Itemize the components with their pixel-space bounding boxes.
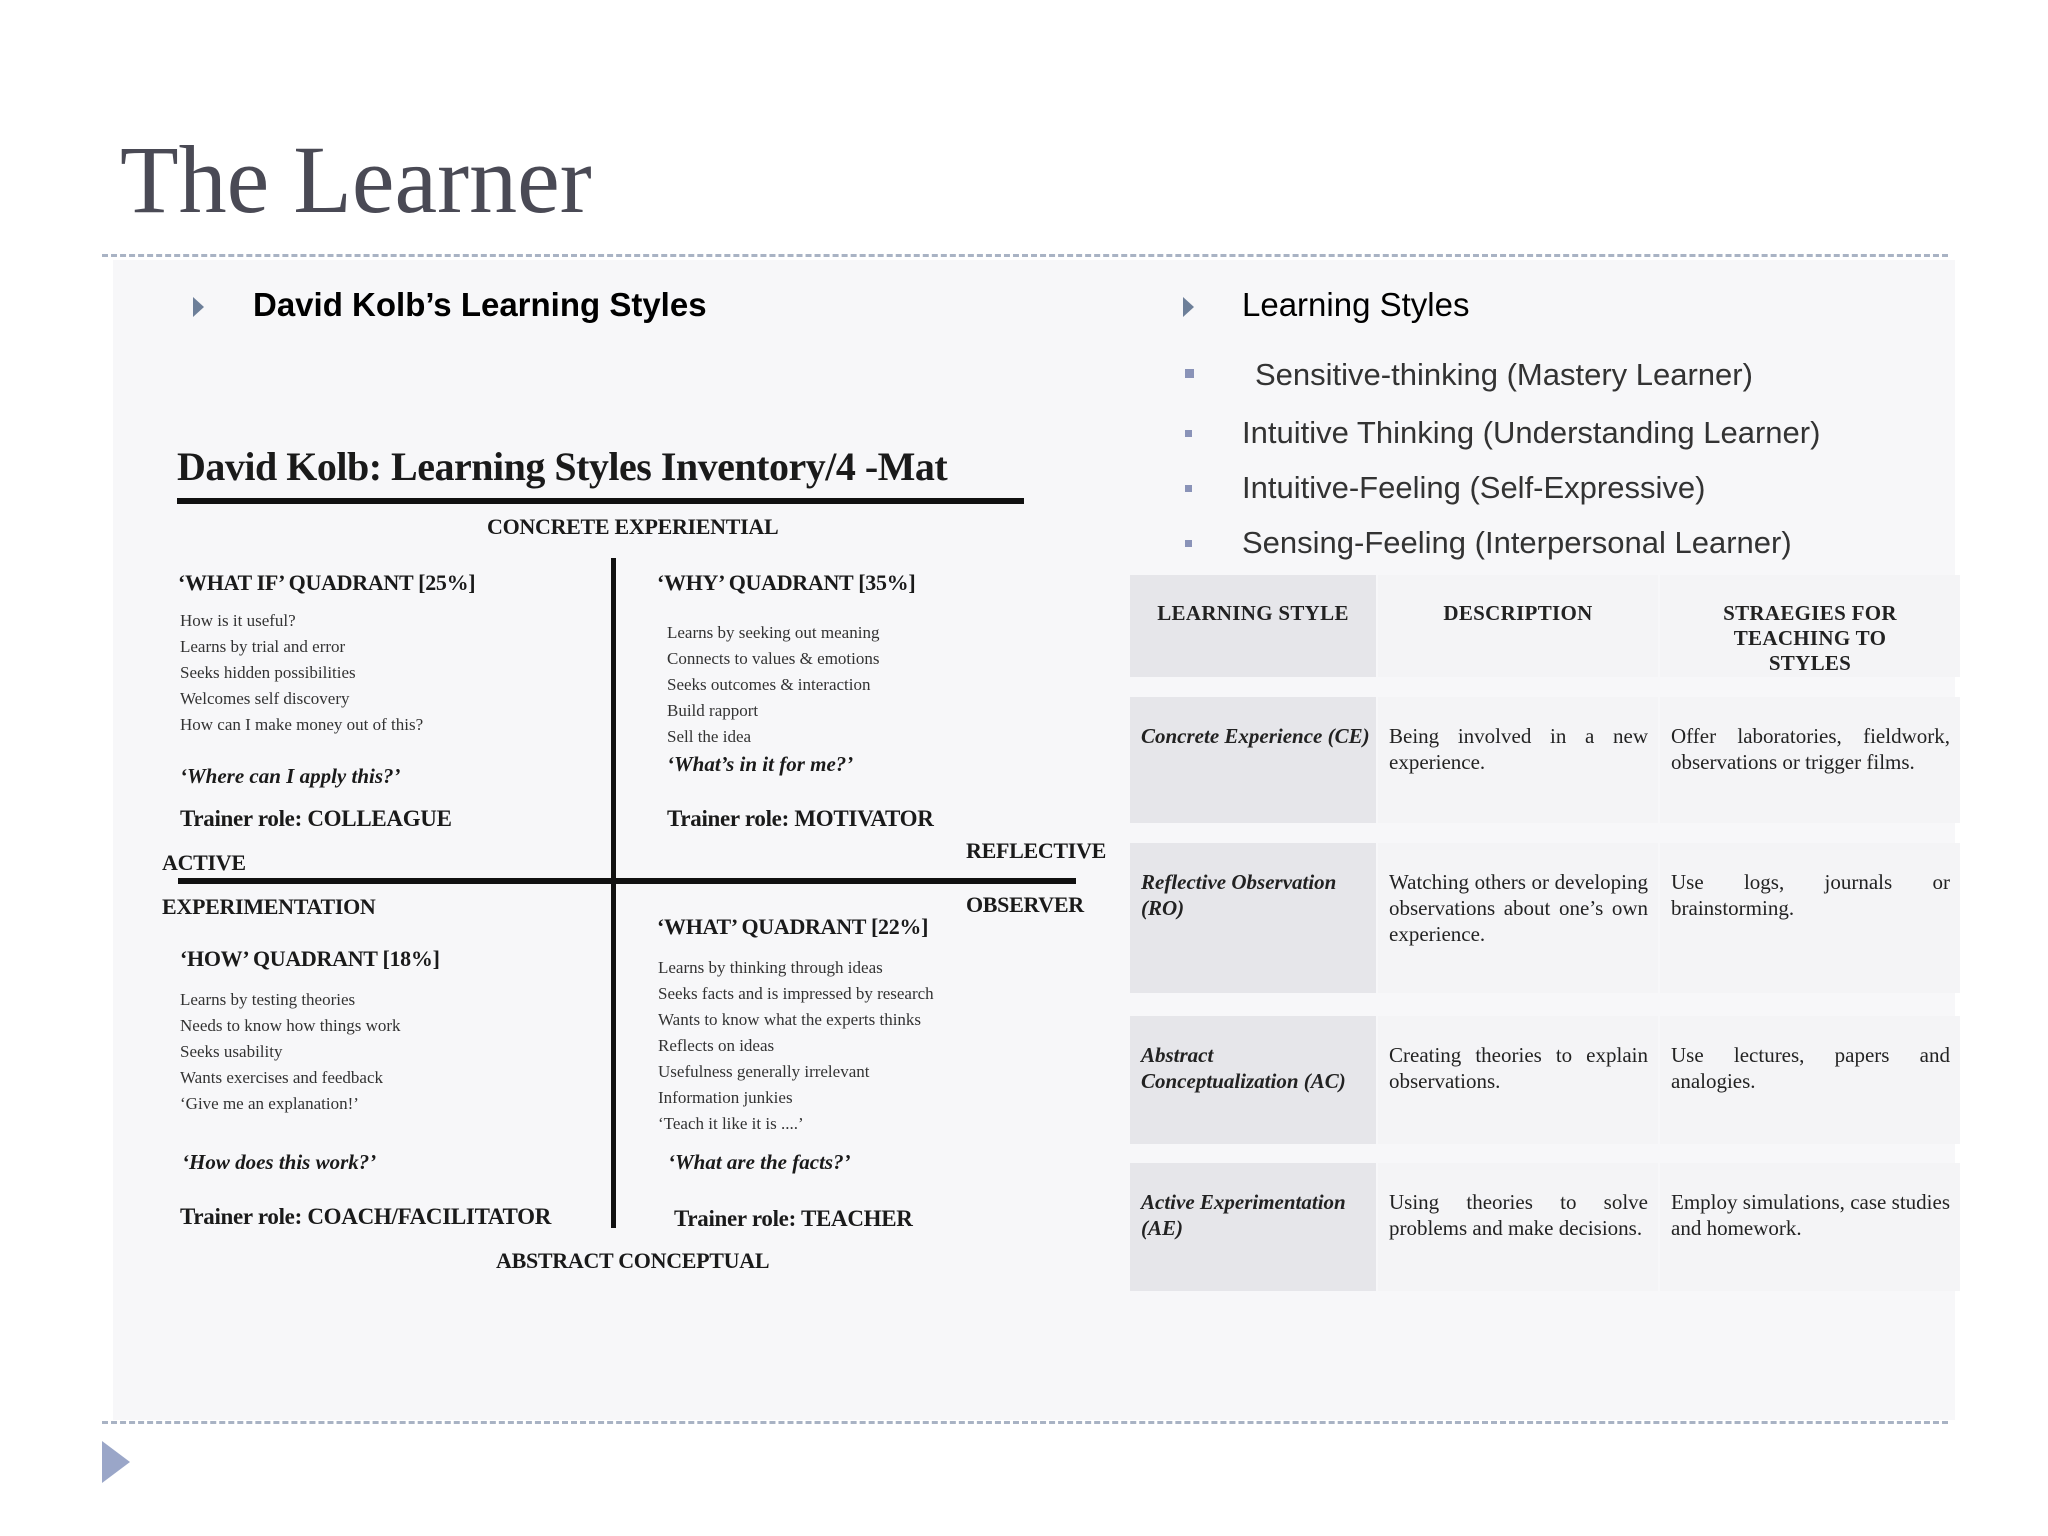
list-item: Seeks outcomes & interaction [667, 675, 871, 694]
list-item: ‘Teach it like it is ....’ [658, 1114, 804, 1133]
how-quadrant-list [180, 987, 401, 1117]
what-question: ‘What are the facts?’ [668, 1150, 851, 1174]
whatif-question: ‘Where can I apply this?’ [180, 764, 401, 788]
learning-style-item: Intuitive Thinking (Understanding Learner) [1242, 415, 1821, 450]
table-header-cell: STRAEGIES FOR TEACHING TO STYLES [1660, 575, 1960, 677]
learning-style-item: Sensitive-thinking (Mastery Learner) [1255, 357, 1753, 392]
axis-left-label: EXPERIMENTATION [162, 894, 376, 919]
table-row-description: Using theories to solve problems and make decisions. [1378, 1163, 1658, 1291]
table-header-cell: DESCRIPTION [1378, 575, 1658, 677]
why-trainer-role: Trainer role: MOTIVATOR [667, 806, 934, 831]
right-heading: Learning Styles [1242, 286, 1470, 323]
table-row-strategy: Employ simulations, case studies and homework. [1660, 1163, 1960, 1291]
list-item: How is it useful? [180, 611, 296, 630]
table-header-cell: LEARNING STYLE [1130, 575, 1376, 677]
table-row-description: Watching others or developing observations about one’s own experience. [1378, 843, 1658, 993]
list-item: Needs to know how things work [180, 1016, 401, 1035]
how-question: ‘How does this work?’ [182, 1150, 377, 1174]
table-row-strategy: Use logs, journals or brainstorming. [1660, 843, 1960, 993]
learning-style-item: Sensing-Feeling (Interpersonal Learner) [1242, 525, 1792, 560]
what-trainer-role: Trainer role: TEACHER [674, 1206, 913, 1231]
axis-top-label: CONCRETE EXPERIENTIAL [487, 514, 779, 539]
bullet-square-icon [1185, 540, 1192, 547]
list-item: Seeks usability [180, 1042, 283, 1061]
how-trainer-role: Trainer role: COACH/FACILITATOR [180, 1204, 552, 1229]
whatif-quadrant-heading: ‘WHAT IF’ QUADRANT [25%] [178, 570, 476, 595]
axis-right-label: REFLECTIVE [966, 838, 1107, 863]
whatif-trainer-role: Trainer role: COLLEAGUE [180, 806, 452, 831]
top-divider [102, 254, 1948, 257]
list-item: How can I make money out of this? [180, 715, 424, 734]
list-item: ‘Give me an explanation!’ [180, 1094, 359, 1113]
list-item: Learns by thinking through ideas [658, 958, 883, 977]
vertical-axis [611, 558, 616, 1228]
table-row-style: Concrete Experience (CE) [1130, 697, 1376, 823]
list-item: Reflects on ideas [658, 1036, 775, 1055]
list-item: Connects to values & emotions [667, 649, 880, 668]
list-item: Welcomes self discovery [180, 689, 350, 708]
bottom-divider [102, 1421, 1948, 1424]
list-item: Information junkies [658, 1088, 793, 1107]
list-item: Seeks hidden possibilities [180, 663, 356, 682]
horizontal-axis [178, 878, 1076, 884]
list-item: Wants to know what the experts thinks [658, 1010, 922, 1029]
bullet-triangle-icon [193, 297, 204, 317]
whatif-quadrant-list [180, 608, 423, 738]
kolb-title: David Kolb: Learning Styles Inventory/4 -Mat [177, 444, 948, 489]
how-quadrant-heading: ‘HOW’ QUADRANT [18%] [180, 946, 440, 971]
list-item: Learns by seeking out meaning [667, 623, 880, 642]
what-quadrant-heading: ‘WHAT’ QUADRANT [22%] [657, 914, 929, 939]
axis-right-label: OBSERVER [966, 892, 1084, 917]
why-quadrant-heading: ‘WHY’ QUADRANT [35%] [657, 570, 916, 595]
table-row-strategy: Offer laboratories, fieldwork, observations or trigger films. [1660, 697, 1960, 823]
left-heading: David Kolb’s Learning Styles [253, 286, 707, 323]
bullet-square-icon [1185, 485, 1192, 492]
table-row-strategy: Use lectures, papers and analogies. [1660, 1016, 1960, 1144]
axis-left-label: ACTIVE [162, 850, 246, 875]
table-row-description: Creating theories to explain observations. [1378, 1016, 1658, 1144]
bullet-square-icon [1185, 430, 1192, 437]
table-row-style: Abstract Conceptualization (AC) [1130, 1016, 1376, 1144]
list-item: Sell the idea [667, 727, 752, 746]
list-item: Learns by trial and error [180, 637, 346, 656]
table-row-style: Reflective Observation (RO) [1130, 843, 1376, 993]
list-item: Usefulness generally irrelevant [658, 1062, 870, 1081]
list-item: Learns by testing theories [180, 990, 356, 1009]
axis-bottom-label: ABSTRACT CONCEPTUAL [496, 1248, 770, 1273]
slide-title: The Learner [120, 126, 592, 233]
bullet-square-icon [1185, 369, 1194, 378]
bullet-triangle-icon [1183, 297, 1194, 317]
table-row-style: Active Experimentation (AE) [1130, 1163, 1376, 1291]
what-quadrant-list [658, 955, 934, 1137]
why-question: ‘What’s in it for me?’ [667, 752, 854, 776]
list-item: Wants exercises and feedback [180, 1068, 384, 1087]
title-rule [177, 498, 1024, 504]
next-slide-arrow-icon[interactable] [102, 1441, 130, 1483]
list-item: Build rapport [667, 701, 759, 720]
learning-style-item: Intuitive-Feeling (Self-Expressive) [1242, 470, 1706, 505]
why-quadrant-list [667, 620, 879, 750]
list-item: Seeks facts and is impressed by research [658, 984, 934, 1003]
table-row-description: Being involved in a new experience. [1378, 697, 1658, 823]
